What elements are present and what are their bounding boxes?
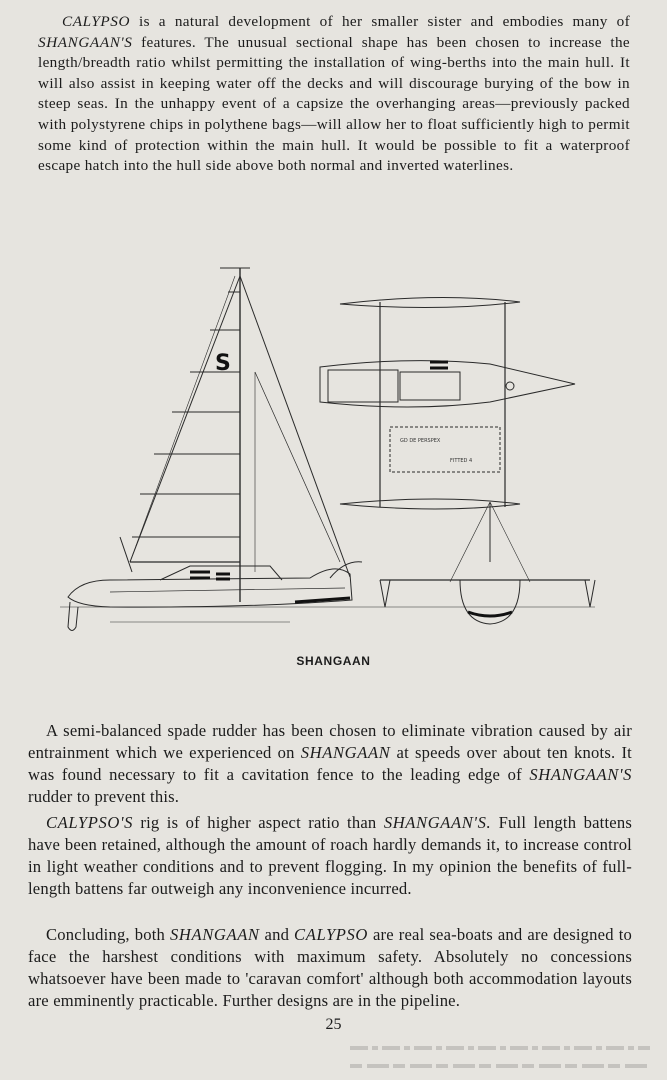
trampoline-net	[390, 427, 500, 472]
front-shroud	[490, 502, 530, 582]
boat-name-calypso: CALYPSO'S	[46, 813, 133, 832]
forestay	[240, 276, 350, 577]
intro-paragraph	[38, 12, 630, 177]
text-run: features. The unusual sectional shape has been chosen to increase the length/breadth ratio whilst permitting the installation of wing-berths into the main hull. It will also assist in keeping water off the decks and will discourage burying of the bow in steep seas. In the unhappy event of a capsize the overhanging areas—previously packed with polystyrene chips in polythene bags—will allow her to float sufficiently high to permit some kind of protection within the main hull. It would be possible to fit a waterproof escape hatch into the hull side above both normal and inverted waterlines.	[38, 33, 630, 175]
front-shroud	[450, 502, 490, 582]
concluding-paragraph	[28, 924, 632, 1012]
side-elevation	[60, 268, 595, 631]
plan-view	[320, 297, 575, 509]
cabin-plan	[400, 372, 460, 400]
text-run: Full length battens have been retained, although the amount of roach hardly demands it, to increase control in light weather conditions and to prevent flogging. In my opinion the benefits of full-length battens far outweigh any inconvenience incurred.	[28, 813, 633, 898]
deck-line	[110, 588, 345, 592]
boat-name-shangaan: SHANGAAN'S	[529, 765, 632, 784]
front-float-right	[585, 580, 595, 607]
front-float-left	[380, 580, 390, 607]
show-through-texture	[350, 1042, 650, 1072]
sail-insignia: S	[215, 351, 231, 376]
text-run: Concluding, both	[46, 925, 170, 944]
rudder-paragraph	[28, 720, 632, 808]
text-run: are real sea-boats and are designed to face the harshest conditions with maximum safety. Absolutely no concessions whatsoever have been made to 'caravan comfort' although both accommodation layouts are emminently practicable. Further designs are in the pipeline.	[28, 925, 632, 1010]
rudder	[68, 602, 78, 631]
front-section	[380, 502, 595, 624]
boat-name-shangaan: SHANGAAN	[169, 925, 260, 944]
jib-leech	[255, 372, 340, 562]
text-run: at speeds over about ten knots. It was found necessary to fit a cavitation fence to the leading edge of	[28, 743, 632, 784]
boomkin	[120, 537, 132, 572]
text-run: rudder to prevent this.	[28, 787, 180, 806]
text-run: rig is of higher aspect ratio than	[133, 813, 384, 832]
rig-paragraph	[28, 812, 632, 900]
boat-name-shangaan: SHANGAAN	[300, 743, 391, 762]
mainsail-leech	[130, 276, 240, 562]
boat-name-calypso: CALYPSO	[294, 925, 368, 944]
topping-lift	[130, 276, 235, 562]
deck-tag: GD DE PERSPEX	[400, 438, 441, 444]
deck-tag: FITTED 4	[450, 458, 473, 464]
boat-name-shangaan: SHANGAAN'S	[38, 33, 133, 51]
shangaan-plan-drawing	[50, 262, 610, 642]
text-run: is a natural development of her smaller sister and embodies many of	[130, 13, 630, 30]
front-waterline-shading	[468, 612, 512, 616]
boat-name-calypso: CALYPSO	[62, 13, 131, 30]
waterline-shading	[295, 598, 350, 602]
bow-pulpit	[330, 562, 362, 578]
boat-name-shangaan: SHANGAAN'S.	[383, 813, 492, 832]
hatch	[506, 382, 514, 390]
text-run: and	[259, 925, 295, 944]
text-run: A semi-balanced spade rudder has been chosen to eliminate vibration caused by air entrainment which we experienced on	[28, 721, 632, 762]
cockpit	[328, 370, 398, 402]
port-float	[340, 297, 520, 307]
page-number: 25	[325, 1016, 342, 1033]
figure-caption: SHANGAAN	[296, 654, 371, 668]
